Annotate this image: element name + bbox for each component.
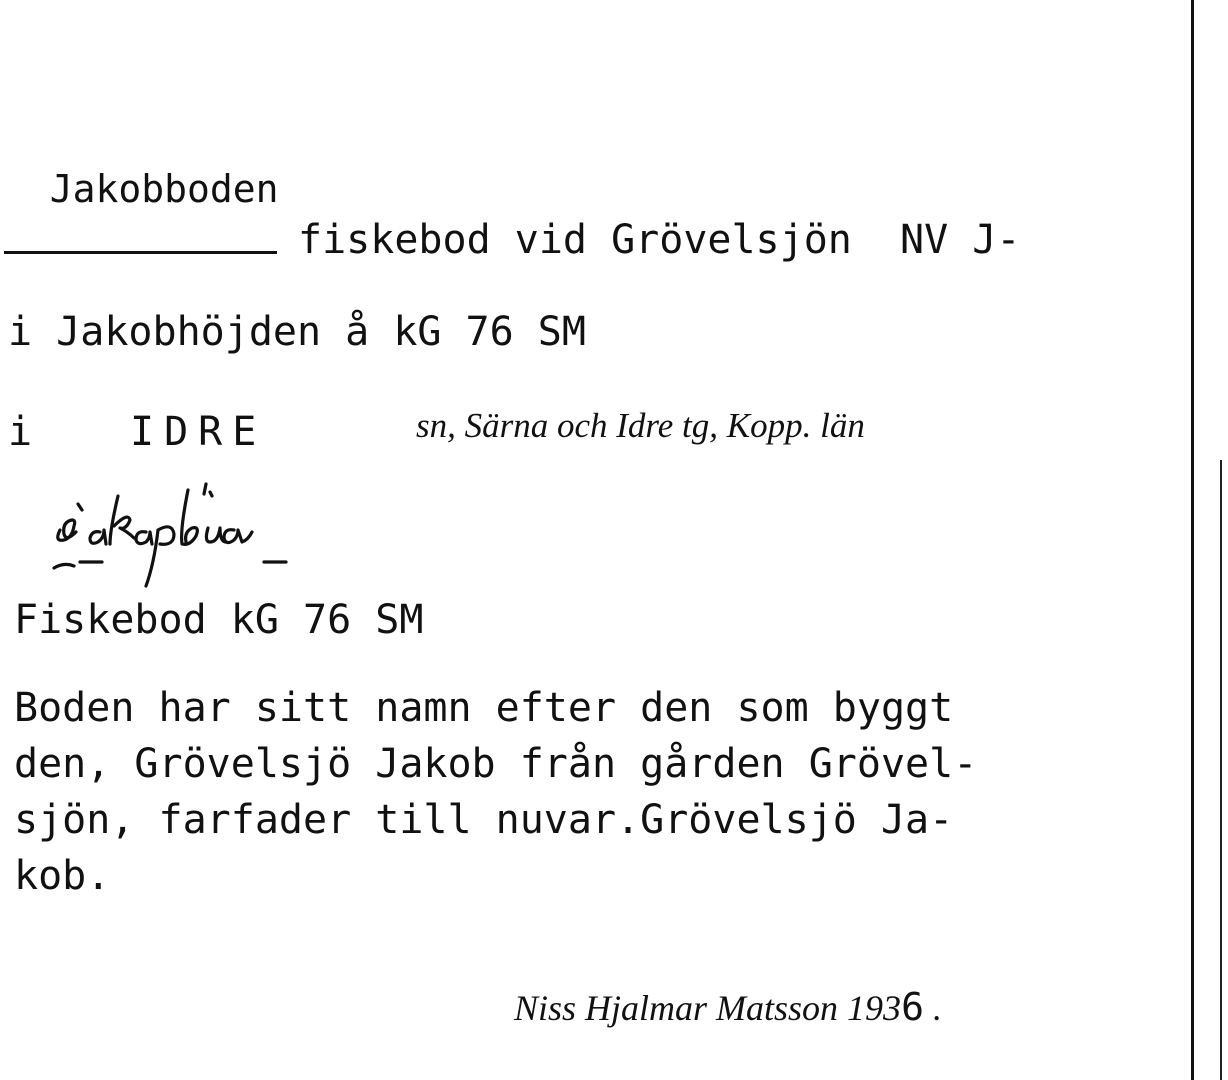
parish-name: IDRE — [130, 409, 267, 455]
card-title — [4, 132, 279, 246]
signature-trailing: . — [923, 988, 942, 1028]
description-line: kob. — [14, 853, 111, 899]
description-line: den, Grövelsjö Jakob från gården Grövel- — [14, 741, 978, 787]
scan-edge-line — [1220, 460, 1222, 1080]
signature-year-digit: 6 — [901, 985, 924, 1029]
parish-prefix: i — [8, 409, 33, 455]
parish-suffix: sn, Särna och Idre tg, Kopp. län — [416, 406, 865, 445]
signature — [496, 952, 942, 1029]
parish-row — [8, 408, 1188, 458]
description-line: Boden har sitt namn efter den som byggt — [14, 685, 954, 731]
description-line: sjön, farfader till nuvar.Grövelsjö Ja- — [14, 797, 954, 843]
handwritten-form-drawing — [38, 470, 358, 590]
title-underline — [4, 251, 277, 254]
card-subtitle: fiskebod vid Grövelsjön NV J- — [298, 217, 1021, 263]
handwritten-form — [38, 470, 358, 590]
type-line: Fiskebod kG 76 SM — [14, 597, 424, 643]
description — [14, 680, 1184, 904]
card-title-text: Jakobboden — [49, 167, 279, 211]
signature-name: Niss Hjalmar Matsson 193 — [514, 988, 902, 1028]
card-location: i Jakobhöjden å kG 76 SM — [8, 309, 586, 355]
card-right-border — [1191, 0, 1194, 1080]
